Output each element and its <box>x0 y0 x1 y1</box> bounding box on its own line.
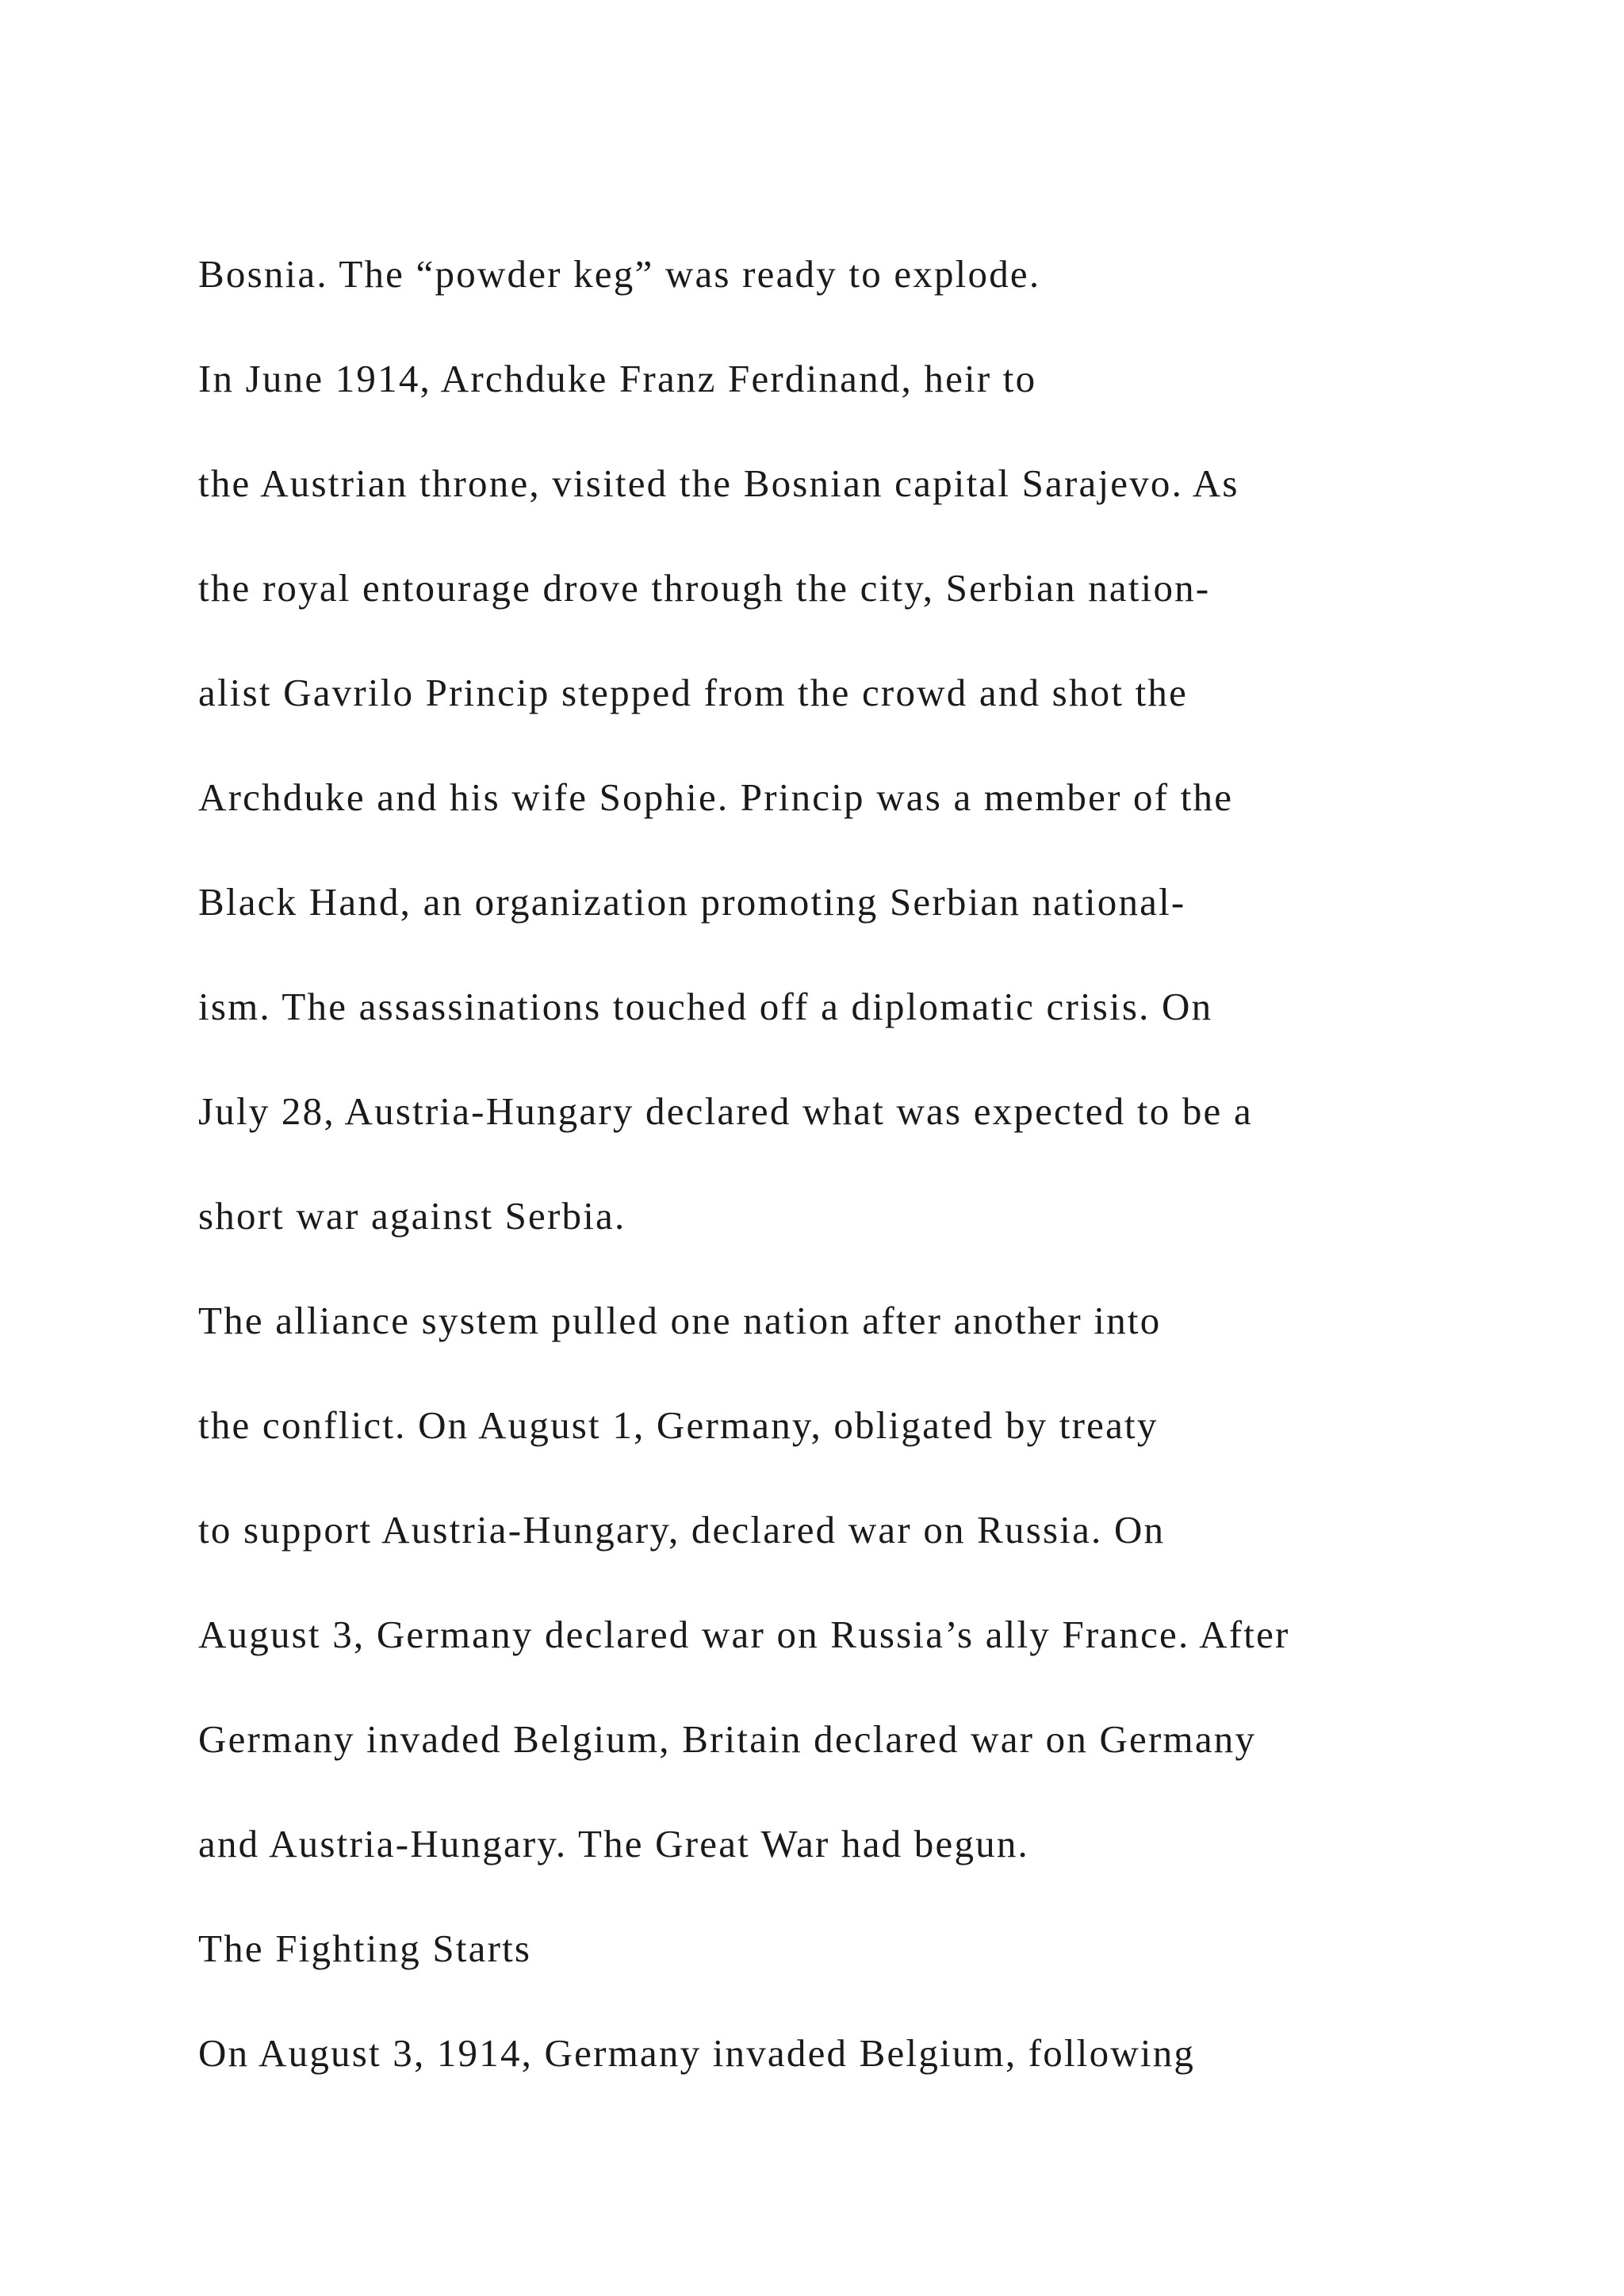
text-line: short war against Serbia. <box>198 1194 626 1238</box>
text-line: August 3, Germany declared war on Russia’s ally France. After <box>198 1613 1290 1656</box>
text-line: alist Gavrilo Princip stepped from the crowd and shot the <box>198 671 1189 714</box>
text-line: Black Hand, an organization promoting Serbian national- <box>198 880 1186 924</box>
text-line: In June 1914, Archduke Franz Ferdinand, heir to <box>198 357 1037 400</box>
body-text <box>198 246 1546 2130</box>
text-line: July 28, Austria-Hungary declared what was expected to be a <box>198 1089 1253 1133</box>
text-line: the royal entourage drove through the city, Serbian nation- <box>198 566 1211 610</box>
text-line: the Austrian throne, visited the Bosnian capital Sarajevo. As <box>198 461 1239 505</box>
text-line: Germany invaded Belgium, Britain declared war on Germany <box>198 1717 1257 1761</box>
text-line: the conflict. On August 1, Germany, obligated by treaty <box>198 1403 1159 1447</box>
text-line: Bosnia. The “powder keg” was ready to explode. <box>198 252 1041 296</box>
text-line: Archduke and his wife Sophie. Princip was a member of the <box>198 775 1234 819</box>
text-line: The alliance system pulled one nation after another into <box>198 1299 1162 1342</box>
text-line: and Austria-Hungary. The Great War had begun. <box>198 1822 1029 1866</box>
text-line: to support Austria-Hungary, declared war on Russia. On <box>198 1508 1166 1552</box>
text-line: ism. The assassinations touched off a diplomatic crisis. On <box>198 985 1213 1028</box>
section-heading: The Fighting Starts <box>198 1927 532 1970</box>
text-line: On August 3, 1914, Germany invaded Belgium, following <box>198 2031 1196 2075</box>
